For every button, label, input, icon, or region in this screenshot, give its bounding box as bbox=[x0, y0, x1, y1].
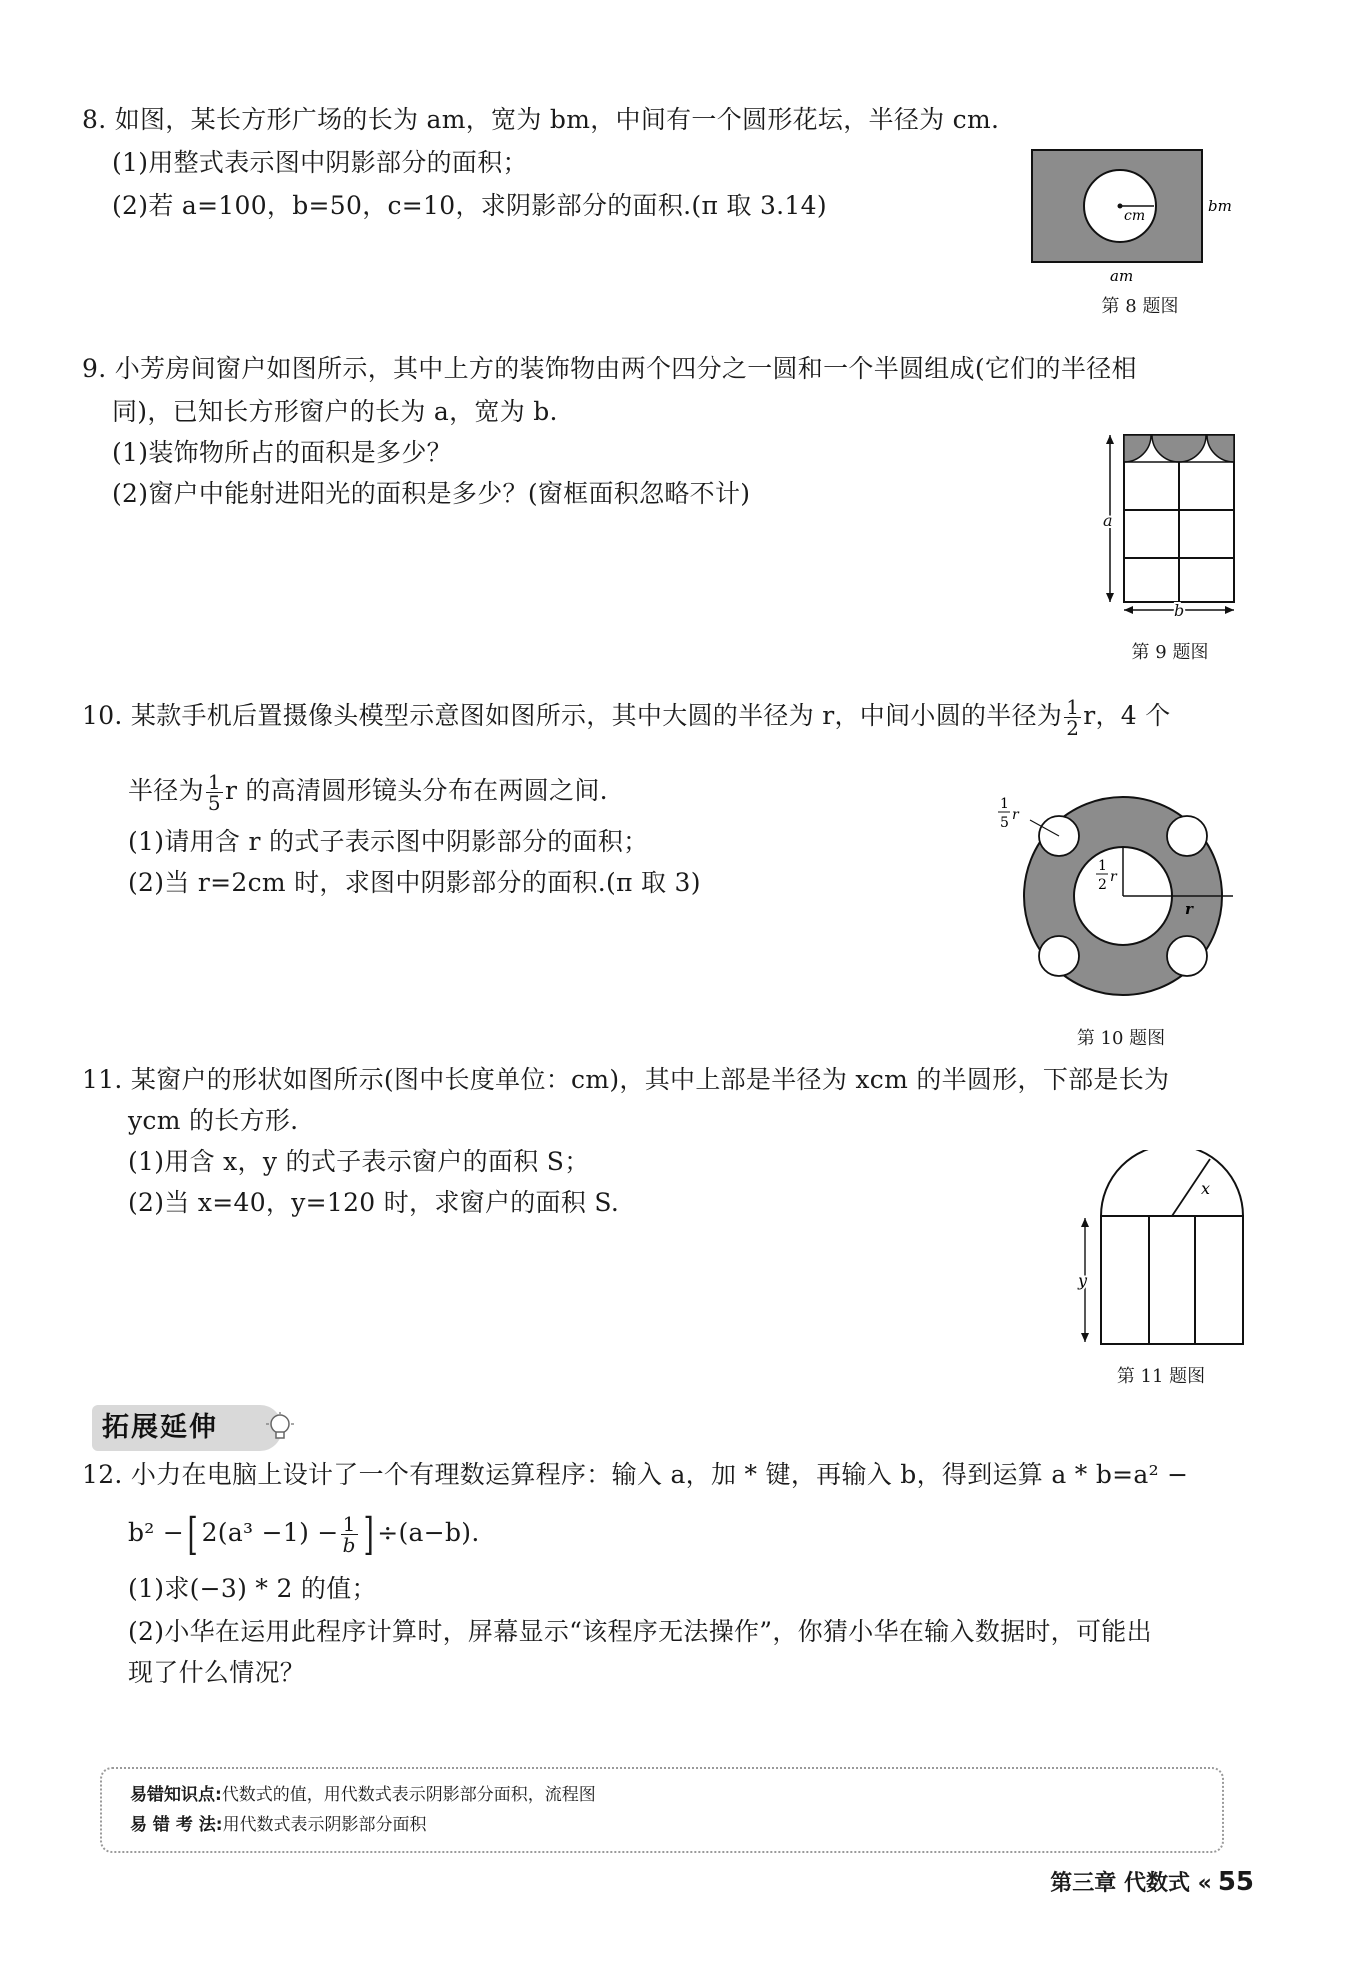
q8-label-a: am bbox=[1110, 267, 1134, 285]
q8-caption: 第 8 题图 bbox=[1101, 296, 1179, 317]
q10-line-1-text-b: r，4 个 bbox=[1083, 701, 1171, 730]
q8-line-2: (1)用整式表示图中阴影部分的面积； bbox=[112, 148, 528, 177]
q8-label-b: bm bbox=[1208, 197, 1232, 215]
q9-figure bbox=[1100, 430, 1240, 625]
q12-line-2-text-a: b² − bbox=[128, 1518, 185, 1547]
note-methods-text: 用代数式表示阴影部分面积 bbox=[222, 1815, 427, 1835]
q12-line-2-text-c: ÷(a−b). bbox=[377, 1518, 480, 1547]
q10-fraction-fifth bbox=[206, 772, 223, 813]
q12-line-5: 现了什么情况？ bbox=[128, 1658, 306, 1687]
q10-fraction-fifth-den: 5 bbox=[207, 791, 221, 815]
q10-figure bbox=[990, 790, 1240, 1030]
q10-half-num: 1 bbox=[1098, 858, 1107, 874]
q12-fraction-num: 1 bbox=[341, 1514, 358, 1535]
q10-fifth-r: r bbox=[1012, 807, 1019, 823]
q9-line-4: (2)窗户中能射进阳光的面积是多少？(窗框面积忽略不计) bbox=[112, 479, 751, 508]
section-title-text: 拓展延伸 bbox=[102, 1412, 218, 1443]
chapter-title: 第三章 代数式 « bbox=[1050, 1871, 1212, 1896]
q10-lens-bottom-right bbox=[1167, 936, 1207, 976]
q10-half-r: r bbox=[1110, 869, 1117, 885]
q11-line-1: 11. 某窗户的形状如图所示(图中长度单位：cm)，其中上部是半径为 xcm 的半圆形，下部是长为 bbox=[82, 1065, 1170, 1094]
q10-fraction-half-den: 2 bbox=[1066, 716, 1080, 740]
q10-half-den: 2 bbox=[1098, 877, 1107, 893]
q10-line-1-text-a: 10. 某款手机后置摄像头模型示意图如图所示，其中大圆的半径为 r，中间小圆的半径为 bbox=[82, 701, 1063, 730]
q10-lens-bottom-left bbox=[1039, 936, 1079, 976]
note-knowledge-points bbox=[130, 1783, 596, 1807]
q10-fifth-den: 5 bbox=[1000, 815, 1009, 831]
q10-label-r: r bbox=[1185, 900, 1193, 918]
q8-label-c: cm bbox=[1124, 208, 1146, 224]
left-bracket-icon: [ bbox=[187, 1508, 199, 1560]
q11-figure bbox=[1075, 1150, 1250, 1350]
note-test-methods bbox=[130, 1813, 427, 1837]
q12-line-3: (1)求(−3) * 2 的值； bbox=[128, 1574, 377, 1603]
q12-line-2 bbox=[128, 1508, 480, 1560]
q11-semicircle-top bbox=[1101, 1150, 1243, 1216]
q10-fraction-fifth-num: 1 bbox=[207, 770, 221, 794]
q10-line-2-text-b: r 的高清圆形镜头分布在两圆之间. bbox=[224, 776, 608, 805]
q10-line-2-text-a: 半径为 bbox=[128, 776, 204, 805]
q10-line-2 bbox=[128, 772, 608, 813]
q12-fraction-den: b bbox=[342, 1533, 356, 1557]
q9-label-b: b bbox=[1174, 601, 1185, 620]
q12-line-4: (2)小华在运用此程序计算时，屏幕显示“该程序无法操作”，你猜小华在输入数据时，可能出 bbox=[128, 1617, 1152, 1646]
page-number: 55 bbox=[1217, 1867, 1254, 1897]
note-knowledge-text: 代数式的值，用代数式表示阴影部分面积，流程图 bbox=[221, 1785, 596, 1805]
q8-line-1: 8. 如图，某长方形广场的长为 am，宽为 bm，中间有一个圆形花坛，半径为 cm. bbox=[82, 105, 1000, 134]
q11-line-3: (1)用含 x，y 的式子表示窗户的面积 S； bbox=[128, 1147, 590, 1176]
q10-line-1 bbox=[82, 697, 1171, 738]
q9-line-2: 同)，已知长方形窗户的长为 a，宽为 b. bbox=[112, 397, 558, 426]
q9-line-3: (1)装饰物所占的面积是多少？ bbox=[112, 438, 452, 467]
q9-caption: 第 9 题图 bbox=[1131, 642, 1209, 663]
q10-line-4: (2)当 r=2cm 时，求图中阴影部分的面积.(π 取 3) bbox=[128, 868, 701, 897]
page-footer bbox=[1050, 1866, 1254, 1900]
q10-fraction-half bbox=[1064, 697, 1081, 738]
q10-caption: 第 10 题图 bbox=[1076, 1028, 1166, 1049]
q9-line-1: 9. 小芳房间窗户如图所示，其中上方的装饰物由两个四分之一圆和一个半圆组成(它们的半径相 bbox=[82, 354, 1137, 383]
note-methods-label: 易 错 考 法: bbox=[130, 1815, 223, 1835]
q11-caption: 第 11 题图 bbox=[1116, 1366, 1206, 1387]
q10-lens-top-right bbox=[1167, 816, 1207, 856]
q12-line-1: 12. 小力在电脑上设计了一个有理数运算程序：输入 a，加 * 键，再输入 b，得到运算 a * b=a² − bbox=[82, 1460, 1189, 1489]
q8-line-3: (2)若 a=100，b=50，c=10，求阴影部分的面积.(π 取 3.14) bbox=[112, 191, 827, 220]
q10-fraction-half-num: 1 bbox=[1066, 695, 1080, 719]
q11-line-2: ycm 的长方形. bbox=[128, 1106, 299, 1135]
q11-label-y: y bbox=[1078, 1271, 1088, 1290]
q11-rectangle-bottom bbox=[1101, 1216, 1243, 1344]
section-title-extension bbox=[92, 1405, 282, 1451]
q12-line-2-text-b: 2(a³ −1) − bbox=[201, 1518, 339, 1547]
q11-label-x: x bbox=[1201, 1179, 1211, 1198]
q8-figure bbox=[1020, 140, 1260, 290]
lightbulb-icon bbox=[264, 1411, 296, 1443]
q10-line-3: (1)请用含 r 的式子表示图中阴影部分的面积； bbox=[128, 827, 649, 856]
note-knowledge-label: 易错知识点: bbox=[130, 1785, 222, 1805]
q12-fraction bbox=[341, 1514, 358, 1555]
q10-fifth-num: 1 bbox=[1000, 796, 1009, 812]
q11-line-4: (2)当 x=40，y=120 时，求窗户的面积 S. bbox=[128, 1188, 620, 1217]
q9-label-a: a bbox=[1103, 511, 1113, 530]
right-bracket-icon: ] bbox=[363, 1508, 374, 1560]
error-notes-box bbox=[100, 1767, 1224, 1853]
